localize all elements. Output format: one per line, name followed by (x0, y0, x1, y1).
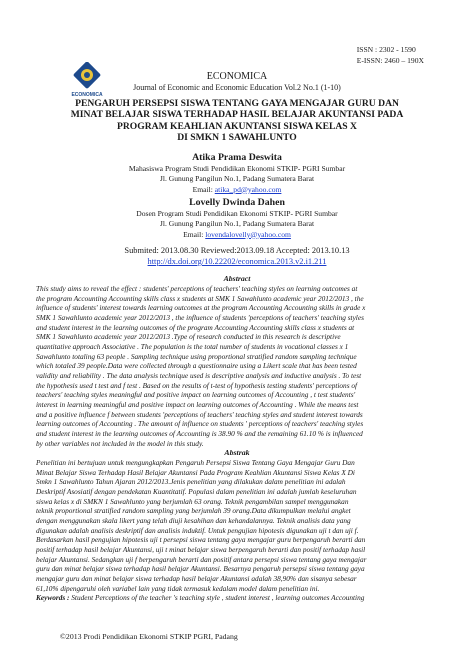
abstract-line: which totaled 39 people.Data were collected through a questionnaire using a Likert scale that has been tested (36, 361, 357, 371)
title-line: MINAT BELAJAR SISWA TERHADAP HASIL BELAJAR AKUNTANSI PADA (70, 109, 404, 121)
keywords-line (36, 593, 438, 603)
abstract-line: Minat Belajar Siswa Terhadap Hasil Belajar Akuntansi Pada Program Keahlian Akuntansi Siswa Kelas X Di (36, 467, 355, 477)
abstract-line: 61,10% dipengaruhi oleh variabel lain yang tidak termasuk kedalam model dalam penelitian ini. (36, 583, 320, 593)
abstract-line: learning outcomes of Accounting . The amount of influence on students ' perceptions of teachers' teaching styles (36, 419, 364, 429)
title-line: DI SMKN 1 SAWAHLUNTO (177, 131, 297, 143)
author-name: Atika Prama Deswita (192, 152, 282, 163)
abstract-line: Berdasarkan hasil pengujian hipotesis uji t persepsi siswa tentang gaya mengajar guru berpengaruh berarti dan (36, 535, 366, 545)
abstract-line: and student interest in the learning outcomes of the program Accounting Accounting skills class x students at (36, 322, 355, 332)
author-address: Jl. Gunung Pangilun No.1, Padang Sumatera Barat (159, 174, 315, 184)
submission-dates: Submited: 2013.08.30 Reviewed:2013.09.18 Accepted: 2013.10.13 (124, 246, 350, 255)
abstract-line: Smkn 1 Sawahlunto Tahun Ajaran 2012/2013.Jenis penelitian yang dilakukan dalam penelitian ini adalah (36, 477, 346, 487)
abstract-line: guru dan minat belajar siswa terhadap hasil belajar Akuntansi. Besarnya pengaruh persepsi siswa tentang gaya (36, 564, 365, 574)
abstract-indonesian (36, 458, 438, 603)
abstract-line: Penelitian ini bertujuan untuk mengungkapkan Pengaruh Persepsi Siswa Tentang Gaya Mengajar Guru Dan (36, 458, 355, 467)
author-name: Lovelly Dwinda Dahen (189, 197, 285, 208)
author-block-2 (0, 197, 474, 240)
author-affiliation: Dosen Program Studi Pendidikan Ekonomi STKIP- PGRI Sumbar (136, 209, 338, 218)
abstract-line: the hypothesis used t test and f test . Based on the results of t-test of hypothesis testing students' perceptions of (36, 380, 358, 390)
abstract-line: positif terhadap hasil belajar Akuntansi, uji t minat belajar siswa berpengaruh berarti dan positif terhadap hasil (36, 544, 366, 554)
author-affiliation: Mahasiswa Program Studi Pendidikan Ekonomi STKIP- PGRI Sumbar (128, 164, 346, 173)
author-email-line (0, 185, 474, 195)
doi-link[interactable]: http://dx.doi.org/10.22202/economica.2013.v2.i1.211 (147, 257, 327, 266)
journal-full-name: Journal of Economic and Economic Education Vol.2 No.1 (1-10) (133, 83, 341, 92)
abstract-line: SMK 1 Sawahlunto academic year 2012/2013 , the influence of students 'perceptions of teachers' teaching styles (36, 312, 364, 322)
abstract-line: influence of students' interest towards learning outcomes at the program Accounting Accounting skills in grade x (36, 303, 366, 313)
author-email-link[interactable]: lovendalovelly@yahoo.com (205, 229, 291, 239)
abstract-line: the program Accounting Accounting skills class x students at SMK 1 Sawahlunto academic year 2012/2013 , the (36, 293, 364, 303)
paper-title (60, 98, 414, 143)
abstract-line: dengan menggunakan skala likert yang telah diuji kesahihan dan kehandalannya. Teknik analisis data yang (36, 515, 351, 525)
footer-copyright: ©2013 Prodi Pendidikan Ekonomi STKIP PGRI, Padang (60, 632, 238, 641)
abstract-line: by other variables not included in the model in this study. (36, 438, 204, 448)
abstract-line: digunakan adalah analisis deskriptif dan analisis induktif. Untuk pengujian hipotesis digunakan uji t dan uji f. (36, 525, 359, 535)
abstract-line: Sawahlunto totaling 63 people . Sampling technique using proportional stratified random sampling technique (36, 351, 357, 361)
eissn: E-ISSN: 2460 – 190X (356, 56, 424, 65)
abstract-line: This study aims to reveal the effect : students' perceptions of teachers' teaching styles on learning outcomes at (36, 284, 358, 293)
abstract-heading: Abstract (223, 274, 251, 283)
abstract-line: quantitative approach Associative . The population is the total number of students in vocational classes x 1 (36, 341, 349, 351)
author-email-line (0, 230, 474, 240)
abstract-line: and a positive influence f between students 'perceptions of teachers' teaching styles and student interest towards (36, 409, 363, 419)
title-line: PROGRAM KEAHLIAN AKUNTANSI SISWA KELAS X (117, 120, 357, 132)
abstract-line: SMK 1 Sawahlunto academic year 2012/2013 .Type of research conducted in this research is descriptive (36, 332, 341, 342)
abstract-line: validity and reliability . The data analysis technique used is descriptive analysis and inductive analysis . To test (36, 370, 362, 380)
keywords-text: Student Perceptions of the teacher 's teaching style , student interest , learning outcomes Accounting (69, 593, 365, 603)
abstract-line: belajar Akuntansi. Sedangkan uji f berpengaruh berarti dan positif antara persepsi siswa tentang gaya mengajar (36, 554, 367, 564)
issn: ISSN : 2302 - 1590 (356, 45, 416, 54)
abstract-line: interest in learning meaningful and positive impact on learning outcomes of Accounting . While the means test (36, 399, 359, 409)
abstract-line: siswa kelas x di SMKN 1 Sawahlunto yang berjumlah 63 orang. Teknik pengambilan sampel menggunakan (36, 496, 349, 506)
abstract-line: mengajar guru dan minat belajar siswa terhadap hasil belajar Akuntansi adalah 38,90% dan sisanya sebesar (36, 573, 357, 583)
author-block-1 (0, 152, 474, 195)
journal-name: ECONOMICA (206, 71, 268, 82)
abstract-english (36, 284, 438, 448)
svg-text:ECONOMICA: ECONOMICA (71, 92, 103, 98)
email-label: Email: (192, 184, 215, 194)
email-label: Email: (183, 229, 206, 239)
submission-info (0, 245, 474, 267)
author-email-link[interactable]: atika_pd@yahoo.com (214, 184, 282, 194)
abstract-line: and student interest in the learning outcomes of Accounting is 38.90 % and the remaining 61.10 % is influenced (36, 428, 363, 438)
author-address: Jl. Gunung Pangilun No.1, Padang Sumatera Barat (159, 219, 315, 229)
abstract-line: Deskriptif Asosiatif dengan pendekatan Kuantitatif. Populasi dalam penelitian ini adalah jumlah keseluruhan (36, 486, 357, 496)
abstrak-heading: Abstrak (224, 448, 250, 457)
abstract-line: teachers' teaching styles meaningful and positive impact on learning outcomes of Accounting , t test students' (36, 390, 356, 400)
keywords-label: Keywords : (36, 593, 70, 603)
abstract-line: teknik proportional stratified random sampling yang berjumlah 39 orang.Data dikumpulkan melalui angket (36, 506, 351, 516)
issn-block (357, 44, 424, 66)
title-line: PENGARUH PERSEPSI SISWA TENTANG GAYA MENGAJAR GURU DAN (75, 98, 399, 109)
